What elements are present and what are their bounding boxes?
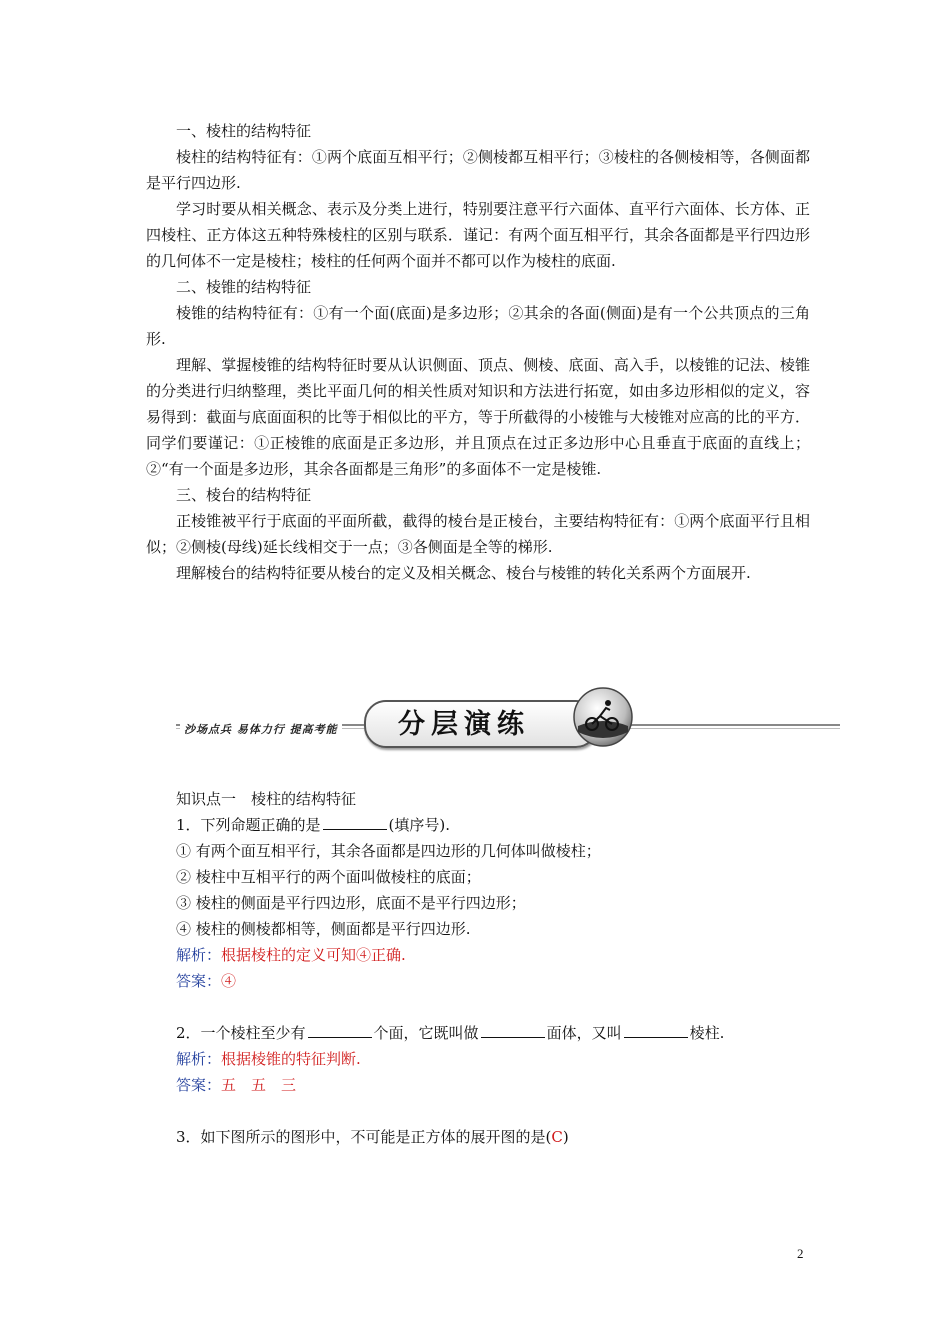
practice-section xyxy=(146,786,810,1150)
section3-heading: 三、棱台的结构特征 xyxy=(176,486,312,504)
q2-analysis-label: 解析： xyxy=(176,1050,222,1068)
q3-stem xyxy=(146,1124,810,1150)
q2-blank-3 xyxy=(624,1023,688,1038)
q1-answer-text: ④ xyxy=(221,972,237,990)
section2-paragraph2: 理解、掌握棱锥的结构特征时要从认识侧面、顶点、侧棱、底面、高入手，以棱锥的记法、棱锥的分类进行归纳整理，类比平面几何的相关性质对知识和方法进行拓宽，如由多边形相似的定义，容易得到：截面与底面面积的比等于相似比的平方，等于所截得的小棱锥与大棱锥对应高的比的平方．同学们要谨记：①正棱锥的底面是正多边形，并且顶点在过正多边形中心且垂直于底面的直线上；②“有一个面是多边形，其余各面都是三角形”的多面体不一定是棱锥. xyxy=(146,356,810,478)
q2-stem-part3: 面体，又叫 xyxy=(546,1024,622,1042)
section3-paragraph1: 正棱锥被平行于底面的平面所截，截得的棱台是正棱台，主要结构特征有：①两个底面平行且相似；②侧棱(母线)延长线相交于一点；③各侧面是全等的梯形. xyxy=(146,512,810,556)
q2-blank-2 xyxy=(481,1023,545,1038)
section2-heading: 二、棱锥的结构特征 xyxy=(176,278,312,296)
q2-stem-part1: 2．一个棱柱至少有 xyxy=(176,1024,306,1042)
q1-answer xyxy=(146,968,810,994)
banner-slogan: 沙场点兵 易体力行 提高考能 xyxy=(180,721,342,737)
page-number: 2 xyxy=(797,1246,804,1261)
q1-option-3: ③ 棱柱的侧面是平行四边形，底面不是平行四边形； xyxy=(176,894,526,912)
q1-analysis-text: 根据棱柱的定义可知④正确. xyxy=(221,946,406,964)
q3-stem-text: 3．如下图所示的图形中，不可能是正方体的展开图的是( xyxy=(176,1128,552,1146)
section-banner xyxy=(176,684,840,754)
section2-paragraph1: 棱锥的结构特征有：①有一个面(底面)是多边形；②其余的各面(侧面)是有一个公共顶点的三角形. xyxy=(146,304,810,348)
section1-paragraph2: 学习时要从相关概念、表示及分类上进行，特别要注意平行六面体、直平行六面体、长方体、正四棱柱、正方体这五种特殊棱柱的区别与联系．谨记：有两个面互相平行，其余各面都是平行四边形的几何体不一定是棱柱；棱柱的任何两个面并不都可以作为棱柱的底面. xyxy=(146,200,810,270)
q2-stem-part4: 棱柱. xyxy=(689,1024,725,1042)
q2-stem-part2: 个面，它既叫做 xyxy=(373,1024,479,1042)
q2-analysis-text: 根据棱锥的特征判断. xyxy=(221,1050,361,1068)
q2-analysis xyxy=(146,1046,810,1072)
q3-answer-text: C xyxy=(551,1128,563,1146)
q1-answer-blank xyxy=(323,815,387,830)
section1-paragraph1: 棱柱的结构特征有：①两个底面互相平行；②侧棱都互相平行；③棱柱的各侧棱相等，各侧面都是平行四边形. xyxy=(146,148,810,192)
q3-stem-close: ) xyxy=(562,1128,569,1146)
q2-blank-1 xyxy=(308,1023,372,1038)
section3-paragraph2: 理解棱台的结构特征要从棱台的定义及相关概念、棱台与棱锥的转化关系两个方面展开. xyxy=(176,564,751,582)
spacer xyxy=(146,1098,810,1124)
banner-title: 分层演练 xyxy=(398,709,530,740)
q2-answer-text: 五 五 三 xyxy=(221,1076,297,1094)
q1-option-4: ④ 棱柱的侧棱都相等，侧面都是平行四边形. xyxy=(176,920,471,938)
cyclist-icon xyxy=(572,686,634,748)
spacer xyxy=(146,994,810,1020)
q1-answer-label: 答案： xyxy=(176,972,222,990)
theory-section xyxy=(146,118,810,586)
q1-stem-start: 1．下列命题正确的是 xyxy=(176,816,321,834)
q1-option-1: ① 有两个面互相平行，其余各面都是四边形的几何体叫做棱柱； xyxy=(176,842,601,860)
q2-answer-label: 答案： xyxy=(176,1076,222,1094)
q1-option-2: ② 棱柱中互相平行的两个面叫做棱柱的底面； xyxy=(176,868,481,886)
section1-heading: 一、棱柱的结构特征 xyxy=(176,122,312,140)
q1-stem xyxy=(146,812,810,838)
topic-heading: 知识点一 棱柱的结构特征 xyxy=(176,790,357,808)
q2-stem xyxy=(146,1020,810,1046)
q1-analysis xyxy=(146,942,810,968)
q2-answer xyxy=(146,1072,810,1098)
q1-analysis-label: 解析： xyxy=(176,946,222,964)
q1-stem-end: (填序号). xyxy=(388,816,451,834)
